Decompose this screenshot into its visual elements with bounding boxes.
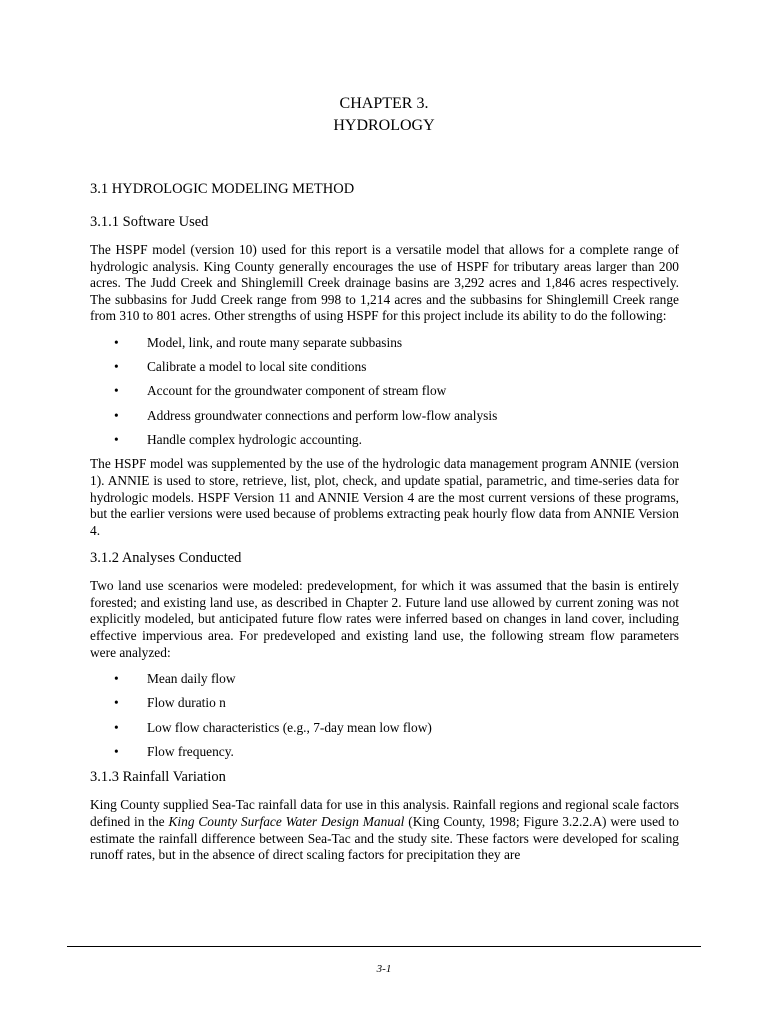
list-item (90, 359, 679, 376)
stream-flow-parameters-list (90, 671, 679, 760)
bullet-marker: • (114, 407, 119, 423)
bullet-marker: • (114, 431, 119, 447)
list-item-text: Flow duratio n (147, 695, 226, 711)
paragraph-land-use-scenarios: Two land use scenarios were modeled: predevelopment, for which it was assumed that the basin is entirely forested; and existing land use, as described in Chapter 2. Future land use allowed by current zoning was not explicitly modeled, but anticipated future flow rates were inferred based on changes in land cover, including effective impervious area. For predeveloped and existing land use, the following stream flow parameters were analyzed: (90, 578, 679, 660)
subsection-title-software-used: 3.1.1 Software Used (90, 214, 209, 230)
bullet-marker: • (114, 695, 119, 711)
bullet-marker: • (114, 743, 119, 759)
list-item-text: Handle complex hydrologic accounting. (147, 431, 362, 447)
page-number: 3-1 (376, 963, 392, 975)
paragraph-rainfall-text-start: King County supplied Sea-Tac rainfall data for use in this analysis. Rainfall regions and regional scale factors defined in the (90, 797, 679, 829)
list-item-text: Flow frequency. (147, 743, 234, 759)
subsection-title-analyses-conducted: 3.1.2 Analyses Conducted (90, 550, 242, 567)
list-item (90, 720, 679, 737)
list-item (90, 335, 679, 352)
list-item (90, 432, 679, 449)
bullet-marker: • (114, 671, 119, 687)
chapter-title: HYDROLOGY (333, 117, 435, 134)
design-manual-title: King County Surface Water Design Manual (168, 814, 405, 829)
chapter-number: CHAPTER 3. (339, 95, 429, 112)
paragraph-hspf-intro: The HSPF model (version 10) used for this report is a versatile model that allows for a complete range of hydrologic analysis. King County generally encourages the use of HSPF for tributary areas larger than 200 acres. The Judd Creek and Shinglemill Creek drainage basins are 3,292 acres and 1,846 acres respectively. The subbasins for Judd Creek range from 998 to 1,214 acres and the subbasins for Shinglemill Creek range from 310 to 801 acres. Other strengths of using HSPF for this project include its ability to do the following: (90, 242, 679, 324)
paragraph-rainfall-text-end: (King County, 1998; Figure 3.2.2.A) were used to estimate the rainfall difference between Sea-Tac and the study site. These factors were developed for scaling runoff rates, but in the absence of direct scaling factors for precipitation they are (90, 814, 679, 863)
page-content (90, 180, 679, 874)
list-item-text: Low flow characteristics (e.g., 7-day mean low flow) (147, 719, 432, 735)
list-item-text: Account for the groundwater component of stream flow (147, 383, 447, 399)
list-item (90, 695, 679, 712)
list-item (90, 744, 679, 761)
bullet-marker: • (114, 334, 119, 350)
list-item-text: Calibrate a model to local site conditions (147, 359, 367, 375)
footer-divider (67, 946, 701, 947)
bullet-marker: • (114, 383, 119, 399)
list-item (90, 671, 679, 688)
subsection-title-rainfall-variation: 3.1.3 Rainfall Variation (90, 769, 226, 786)
list-item-text: Address groundwater connections and perform low-flow analysis (147, 407, 498, 423)
chapter-heading (0, 93, 768, 137)
hspf-strengths-list (90, 335, 679, 448)
paragraph-annie: The HSPF model was supplemented by the use of the hydrologic data management program ANNIE (version 1). ANNIE is used to store, retrieve, list, plot, check, and update spatial, parametric, and time-series data for hydrologic models. HSPF Version 11 and ANNIE Version 4 are the most current versions of these programs, but the earlier versions were used because of problems extracting peak hourly flow data from ANNIE Version 4. (90, 456, 679, 538)
list-item (90, 408, 679, 425)
bullet-marker: • (114, 719, 119, 735)
list-item-text: Model, link, and route many separate subbasins (147, 334, 403, 350)
bullet-marker: • (114, 359, 119, 375)
list-item-text: Mean daily flow (147, 671, 236, 687)
paragraph-rainfall (90, 797, 679, 863)
list-item (90, 383, 679, 400)
section-title: 3.1 HYDROLOGIC MODELING METHOD (90, 181, 355, 197)
